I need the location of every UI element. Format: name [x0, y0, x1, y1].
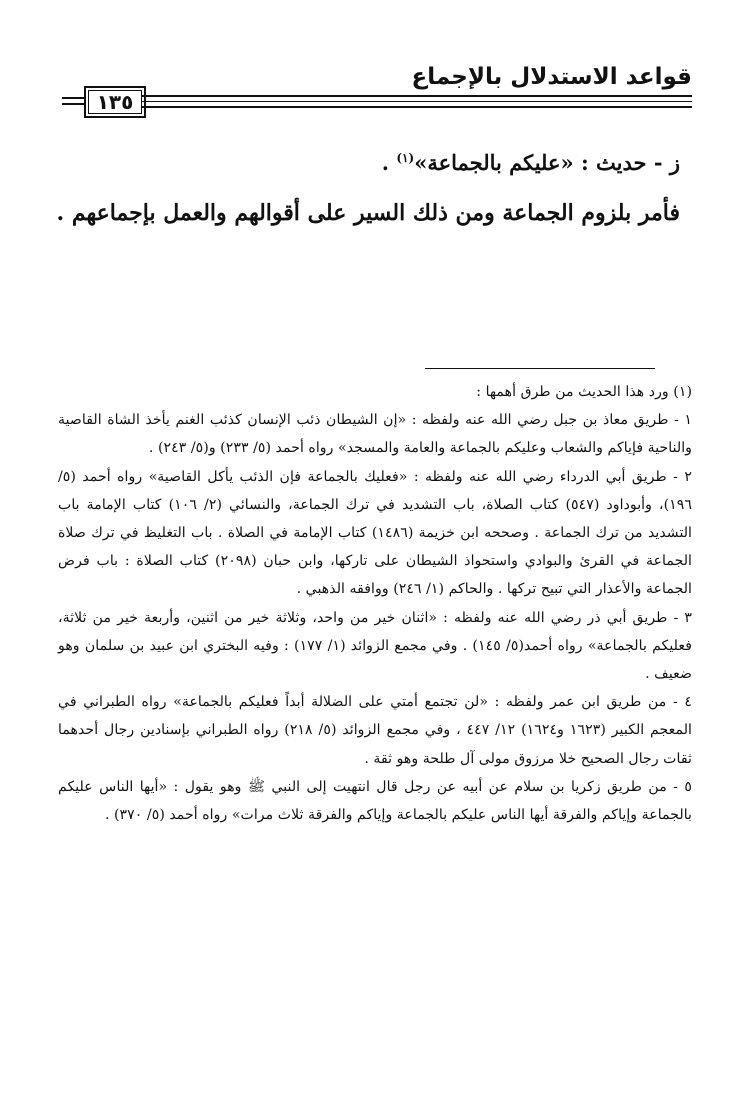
hadith-heading	[80, 150, 680, 175]
footnote-item	[58, 688, 692, 773]
footnote-item-cont: عليكم بالجماعة وإياكم والفرقة أيها الناس عليكم بالجماعة وإياكم والفرقة ثلاث مرات» رواه أحمد (٥/ ٣٧٠) .	[58, 778, 692, 824]
footnote-intro: (١) ورد هذا الحديث من طرق أهمها :	[476, 384, 692, 400]
header-rule	[62, 103, 84, 105]
footnote-item	[58, 604, 692, 689]
footnote-item-cont: (٥/ ١٩٦)، وأبوداود (٥٤٧) كتاب الصلاة، باب التشديد في ترك الجماعة، والنسائي (٢/ ١٠٦) كتاب الإمامة باب التشديد من ترك الجماعة . وصححه ابن خزيمة (١٤٨٦) كتاب الإمامة في الصلاة . باب التغليظ في ترك صلاة الجماعة في القرئ والبوادي واستحواذ الشيطان على تاركها، وابن حبان (٢٠٩٨) كتاب الصلاة : باب فرض الجماعة والأعذار التي تبيح تركها . والحاكم (١/ ٢٤٦) ووافقه الذهبي .	[58, 468, 692, 598]
footnote-item-first: ٢ - طريق أبي الدرداء رضي الله عنه ولفظه : «فعليك بالجماعة فإن الذئب يأكل القاصية» رواه أحمد	[82, 468, 692, 485]
footnote-item	[58, 463, 692, 604]
header-rule	[142, 101, 692, 102]
footnote-item-first: ١ - طريق معاذ بن جبل رضي الله عنه ولفظه : «إن الشيطان ذئب الإنسان كذئب الغنم يأخذ الشاة	[107, 412, 692, 429]
footnote-item	[58, 773, 692, 829]
footnote-item-first: ٥ - من طريق زكريا بن سلام عن أبيه عن رجل قال انتهيت إلى النبي ﷺ وهو يقول : «أيها الناس	[99, 778, 692, 795]
footnote-ref: (١)	[396, 151, 415, 165]
footnote-item-first: ٤ - من طريق ابن عمر ولفظه : «لن تجتمع أمتي على الضلالة أبداً فعليكم بالجماعة» رواه الطبراني في	[58, 694, 692, 711]
header-rule	[142, 95, 692, 97]
footnote-item-cont: ثلاثة، فعليكم بالجماعة» رواه أحمد(٥/ ١٤٥) . وفي مجمع الزوائد (١/ ١٧٧) : وفيه البختري ابن عبيد بن سلمان وهو ضعيف .	[58, 609, 692, 683]
footnote-item-first: ٣ - طريق أبي ذر رضي الله عنه ولفظه : «اثنان خير من واحد، وثلاثة خير من اثنين، وأربعة خير من	[92, 609, 692, 626]
footnote-item	[58, 406, 692, 462]
footnote-item-cont: القاصية والناحية فإياكم والشعاب وعليكم بالجماعة والعامة والمسجد» رواه أحمد (٥/ ٢٣٣) و(٥/ ٢٤٣) .	[58, 412, 692, 457]
running-header-title: قواعد الاستدلال بالإجماع	[411, 64, 692, 90]
hadith-heading-end: .	[381, 150, 397, 175]
header-rule	[62, 97, 84, 99]
footnotes	[58, 378, 692, 829]
hadith-heading-text: ز - حديث : «عليكم بالجماعة»	[414, 150, 680, 175]
footnote-item-cont: المعجم الكبير (١٦٢٣ و١٦٢٤) ١٢/ ٤٤٧ ، وفي مجمع الزوائد (٥/ ٢١٨) رواه الطبراني بإسنادين رجال أحدهما ثقات رجال الصحيح خلا مرزوق مولى آل طلحة وهو ثقة .	[58, 722, 692, 767]
page-number: ١٣٥	[84, 86, 146, 118]
body-paragraph: فأمر بلزوم الجماعة ومن ذلك السير على أقوالهم والعمل بإجماعهم .	[56, 200, 680, 226]
header-rule	[142, 106, 692, 108]
footnote-separator	[425, 368, 655, 369]
